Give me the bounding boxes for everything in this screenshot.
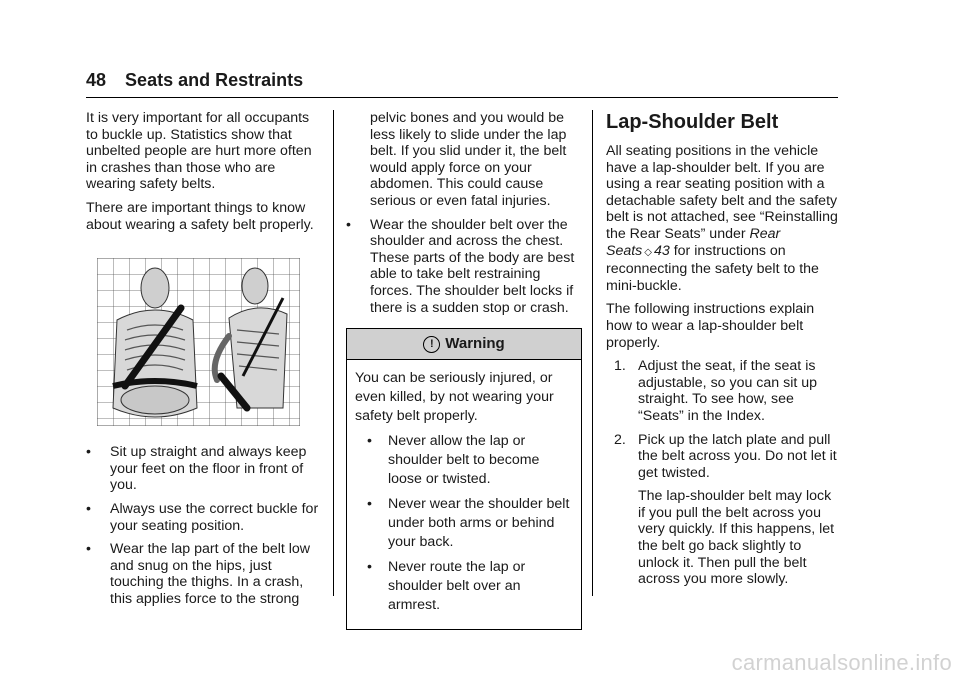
bullet-icon: • — [367, 496, 372, 513]
belt-tips-list-continued — [346, 217, 582, 317]
bullet-icon: • — [86, 444, 91, 461]
column-3 — [606, 110, 842, 595]
bullet-icon: • — [86, 541, 91, 558]
page-ref-icon: ◇ — [644, 246, 652, 258]
warning-box — [346, 328, 582, 630]
seatbelt-illustration — [97, 258, 300, 426]
warning-text: You can be seriously injured, or even killed, by not wearing your safety belt properly. — [355, 370, 554, 425]
column-2 — [346, 110, 582, 630]
page-ref-number[interactable]: 43 — [653, 242, 670, 259]
step-number: 2. — [614, 431, 626, 448]
watermark: carmanualsonline.info — [731, 650, 952, 675]
warning-title: Warning — [445, 335, 505, 353]
list-item: • Sit up straight and always keep your feet on the floor in front of you. — [86, 444, 307, 494]
belt-tips-list — [86, 444, 324, 607]
list-item: • Wear the shoulder belt over the shoulder and across the chest. These parts of the body are best able to take belt restraining forces. The shoulder belt locks if there is a sudden stop or crash. — [346, 216, 575, 316]
list-item: • Never wear the shoulder belt under both arms or behind your back. — [367, 496, 570, 551]
instructions-intro: The following instructions explain how to wear a lap-shoulder belt properly. — [606, 301, 815, 351]
seatbelt-skeleton-figure — [97, 258, 300, 426]
list-item: • Always use the correct buckle for your seating position. — [86, 500, 319, 534]
page-number: 48 — [86, 70, 107, 90]
bullet-icon: • — [367, 433, 372, 450]
bullet-continuation: pelvic bones and you would be less likely to slide under the lap belt. If you slid under it, the belt would apply force on your abdomen. This could cause serious or even fatal injuries. — [370, 110, 567, 209]
lap-shoulder-intro: All seating positions in the vehicle have a lap-shoulder belt. If you are using a rear seating position with a detachable safety belt and the safety belt is not attached, see “Reinstalling the Rear Seats” under Rear Seats ◇ 43 for instructions on reconnecting the safety belt to the mini-buckle. — [606, 143, 838, 294]
page-header — [86, 70, 303, 91]
bullet-icon: • — [86, 500, 91, 517]
warning-list — [355, 432, 573, 615]
list-item: 1. Adjust the seat, if the seat is adjustable, so you can sit up straight. To see how, see “Seats” in the Index. — [614, 358, 818, 424]
warning-body — [347, 360, 581, 629]
page-section-title: Seats and Restraints — [125, 70, 304, 90]
list-item: • Never allow the lap or shoulder belt to become loose or twisted. — [367, 433, 540, 488]
section-heading: Lap-Shoulder Belt — [606, 111, 779, 133]
column-divider-2 — [592, 110, 593, 596]
list-item: • Wear the lap part of the belt low and snug on the hips, just touching the thighs. In a crash, this applies force to the strong — [86, 541, 311, 607]
intro-paragraph-2: There are important things to know about wearing a safety belt properly. — [86, 199, 314, 233]
list-item: 2. Pick up the latch plate and pull the belt across you. Do not let it get twisted. — [614, 431, 837, 481]
warning-icon: ! — [423, 336, 440, 353]
steps-list — [606, 358, 842, 481]
header-rule — [86, 97, 838, 98]
warning-header — [347, 329, 581, 360]
list-item: • Never route the lap or shoulder belt over an armrest. — [367, 559, 526, 614]
step-number: 1. — [614, 358, 626, 375]
bullet-icon: • — [346, 216, 351, 233]
rear-seats-link[interactable]: Rear Seats — [606, 225, 781, 259]
column-1 — [86, 110, 324, 615]
bullet-icon: • — [367, 559, 372, 576]
intro-paragraph-1: It is very important for all occupants to buckle up. Statistics show that unbelted people are hurt more often in crashes than those who are wearing safety belts. — [86, 110, 312, 193]
step-note: The lap-shoulder belt may lock if you pull the belt across you very quickly. If this happens, let the belt go back slightly to unlock it. Then pull the belt across you more slowly. — [638, 488, 835, 588]
column-divider-1 — [333, 110, 334, 596]
